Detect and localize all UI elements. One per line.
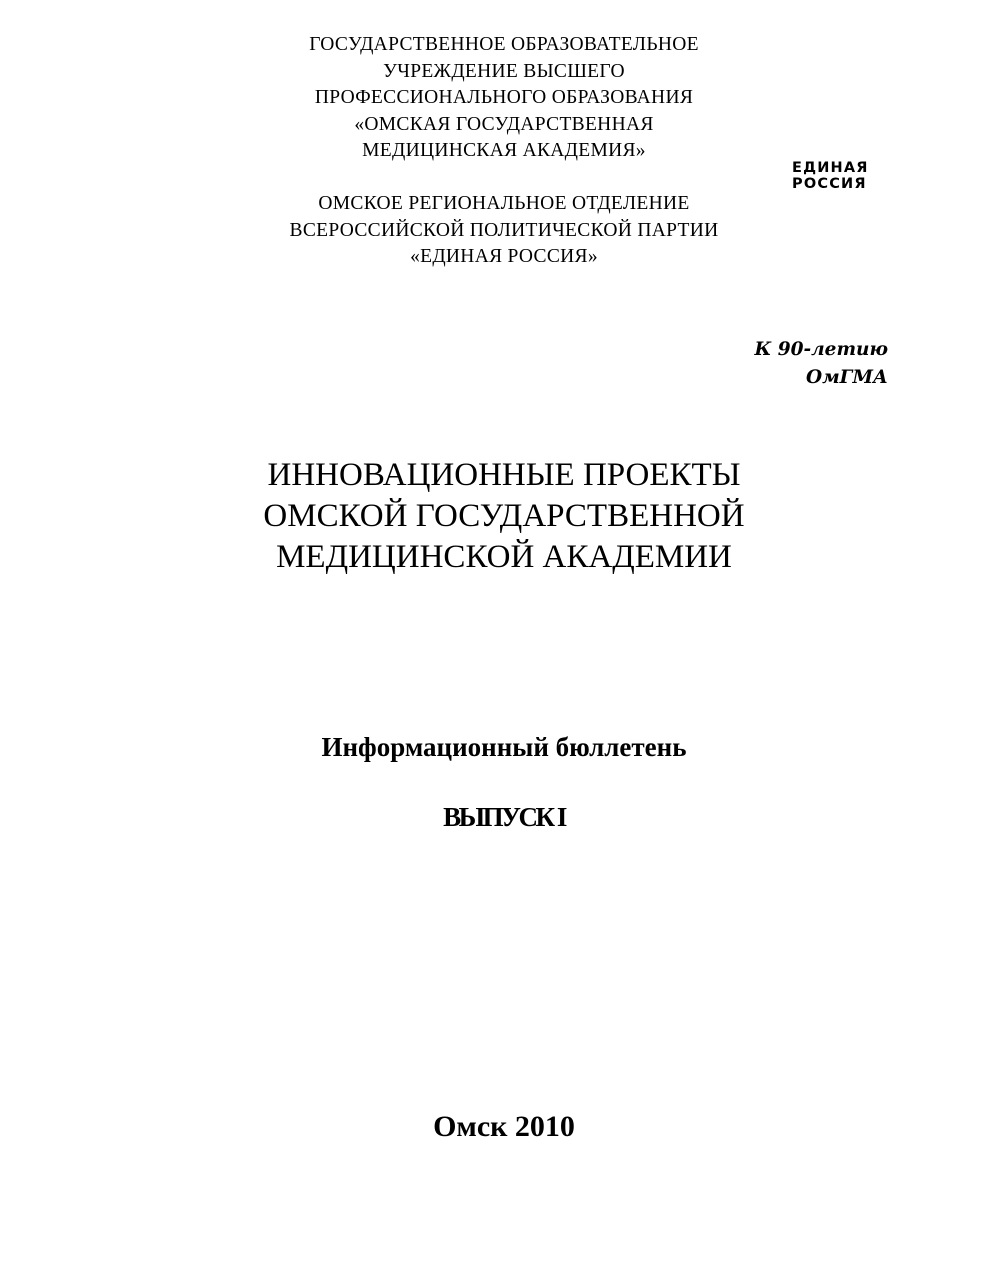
anniversary-dedication <box>754 336 888 392</box>
party-logo-line: ЕДИНАЯ <box>792 160 869 176</box>
institution-name <box>0 32 1008 165</box>
party-branch-line: «ЕДИНАЯ РОССИЯ» <box>410 246 598 267</box>
party-branch-line: ВСЕРОССИЙСКОЙ ПОЛИТИЧЕСКОЙ ПАРТИИ <box>289 219 719 241</box>
institution-line: МЕДИЦИНСКАЯ АКАДЕМИЯ» <box>362 140 646 161</box>
dedication-line: ОмГМА <box>805 367 888 388</box>
party-logo <box>792 160 869 192</box>
bulletin-type: Информационный бюллетень <box>321 732 687 762</box>
party-logo-line: РОССИЯ <box>792 176 867 192</box>
party-branch-name <box>0 191 1008 271</box>
institution-line: ГОСУДАРСТВЕННОЕ ОБРАЗОВАТЕЛЬНОЕ <box>309 34 699 55</box>
institution-line: «ОМСКАЯ ГОСУДАРСТВЕННАЯ <box>354 113 654 135</box>
title-line: ОМСКОЙ ГОСУДАРСТВЕННОЙ <box>263 498 745 534</box>
issue-number: ВЫПУСК I <box>443 802 565 832</box>
dedication-line: К 90-летию <box>754 339 888 360</box>
document-title <box>0 455 1008 578</box>
party-branch-line: ОМСКОЕ РЕГИОНАЛЬНОЕ ОТДЕЛЕНИЕ <box>318 193 690 214</box>
city-year: Омск 2010 <box>433 1110 575 1143</box>
institution-line: ПРОФЕССИОНАЛЬНОГО ОБРАЗОВАНИЯ <box>314 87 694 108</box>
institution-line: УЧРЕЖДЕНИЕ ВЫСШЕГО <box>383 60 625 82</box>
title-line: МЕДИЦИНСКОЙ АКАДЕМИИ <box>276 539 732 575</box>
title-line: ИННОВАЦИОННЫЕ ПРОЕКТЫ <box>267 457 741 493</box>
